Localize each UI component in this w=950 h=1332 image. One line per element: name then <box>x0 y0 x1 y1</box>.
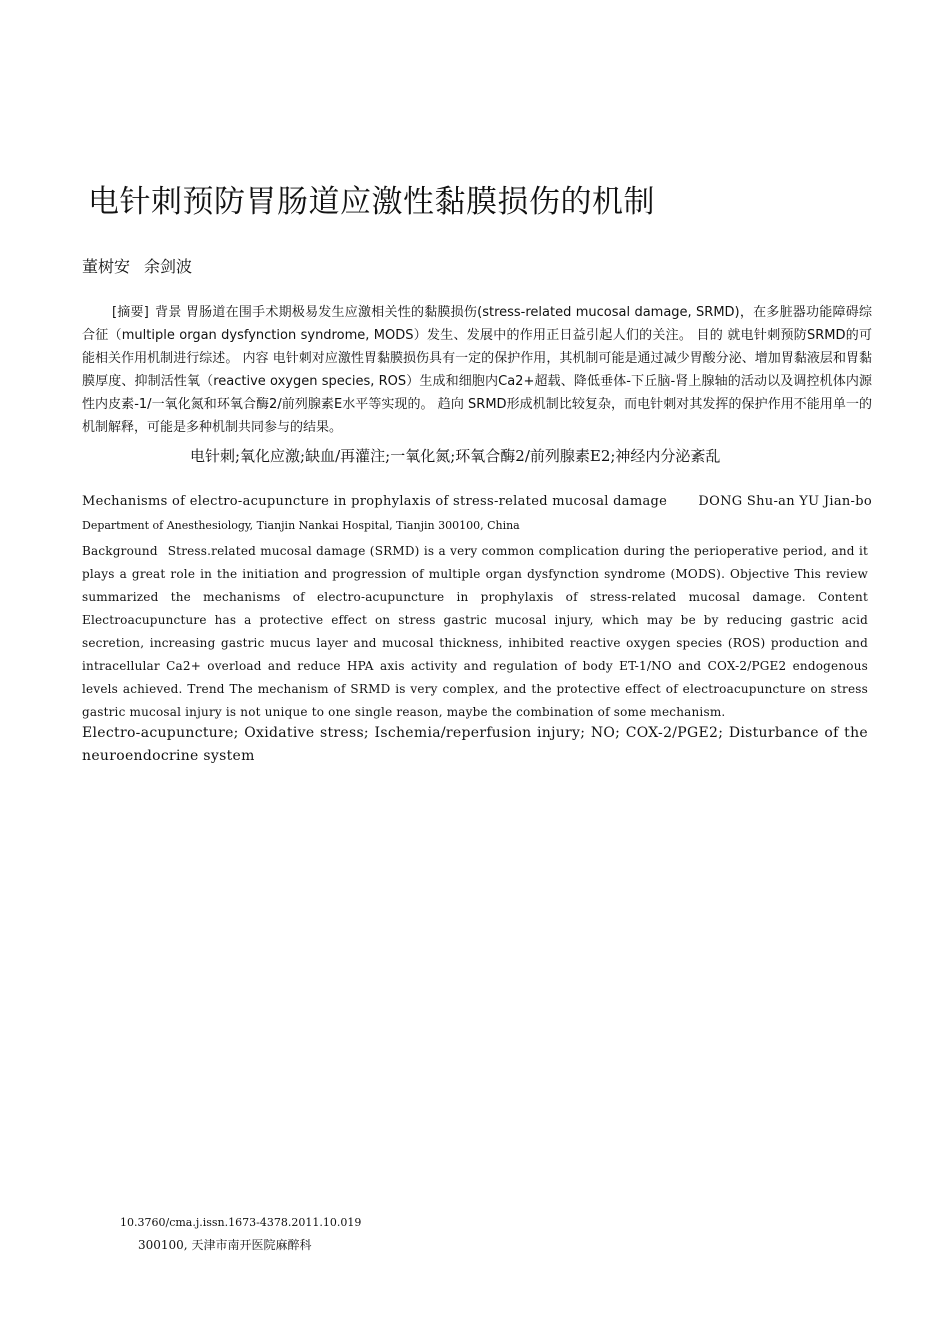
en-title: Mechanisms of electro-acupuncture in prophylaxis of stress-related mucosal damage <box>82 494 668 509</box>
footnote-address: 300100, 天津市南开医院麻醉科 <box>138 1238 312 1252</box>
cn-abstract-label: [摘要] <box>112 305 149 320</box>
footnote-doi: 10.3760/cma.j.issn.1673-4378.2011.10.019 <box>120 1216 362 1229</box>
author-2: 余剑波 <box>144 257 193 276</box>
cn-abstract <box>82 301 872 439</box>
en-abstract-text: Stress.related mucosal damage (SRMD) is a very common complication during the perioperative period, and it plays a great role in the initiation and progression of multiple organ dysfynction syndrome (MODS). Objective This review summarized the mechanisms of electro-acupuncture in prophylaxis of stress-related mucosal damage. Content Electroacupuncture has a protective effect on stress gastric mucosal injury, which may be by reducing gastric acid secretion, increasing gastric mucus layer and mucosal thickness, inhibited reactive oxygen species (ROS) production and intracellular Ca2+ overload and reduce HPA axis activity and regulation of body ET-1/NO and COX-2/PGE2 endogenous levels achieved. Trend The mechanism of SRMD is very complex, and the protective effect of electroacupuncture on stress gastric mucosal injury is not unique to one single reason, maybe the combination of some mechanism. <box>82 544 868 719</box>
authors <box>82 254 192 277</box>
cn-keywords: 电针刺;氧化应激;缺血/再灌注;一氧化氮;环氧合酶2/前列腺素E2;神经内分泌紊乱 <box>190 447 721 465</box>
en-abstract <box>82 540 868 724</box>
en-authors: DONG Shu-an YU Jian-bo <box>698 494 872 509</box>
en-abstract-label: Background <box>82 544 158 558</box>
en-title-row <box>82 494 872 509</box>
paper-title: 电针刺预防胃肠道应激性黏膜损伤的机制 <box>88 184 655 220</box>
en-keywords: Electro-acupuncture; Oxidative stress; Ischemia/reperfusion injury; NO; COX-2/PGE2; Disturbance of the neuroendocrine system <box>82 725 868 764</box>
author-1: 董树安 <box>82 257 131 276</box>
en-affiliation: Department of Anesthesiology, Tianjin Nankai Hospital, Tianjin 300100, China <box>82 519 520 532</box>
cn-abstract-text: 背景 胃肠道在围手术期极易发生应激相关性的黏膜损伤(stress-related mucosal damage, SRMD)，在多脏器功能障碍综合征（multiple organ dysfynction syndrome, MODS）发生、发展中的作用正日益引起人们的关注。 目的 就电针刺预防SRMD的可能相关作用机制进行综述。 内容 电针刺对应激性胃黏膜损伤具有一定的保护作用，其机制可能是通过减少胃酸分泌、增加胃黏液层和胃黏膜厚度、抑制活性氧（reactive oxygen species, ROS）生成和细胞内Ca2+超载、降低垂体-下丘脑-肾上腺轴的活动以及调控机体内源性内皮素-1/一氧化氮和环氧合酶2/前列腺素E水平等实现的。 趋向 SRMD形成机制比较复杂，而电针刺对其发挥的保护作用不能用单一的机制解释，可能是多种机制共同参与的结果。 <box>82 305 872 435</box>
